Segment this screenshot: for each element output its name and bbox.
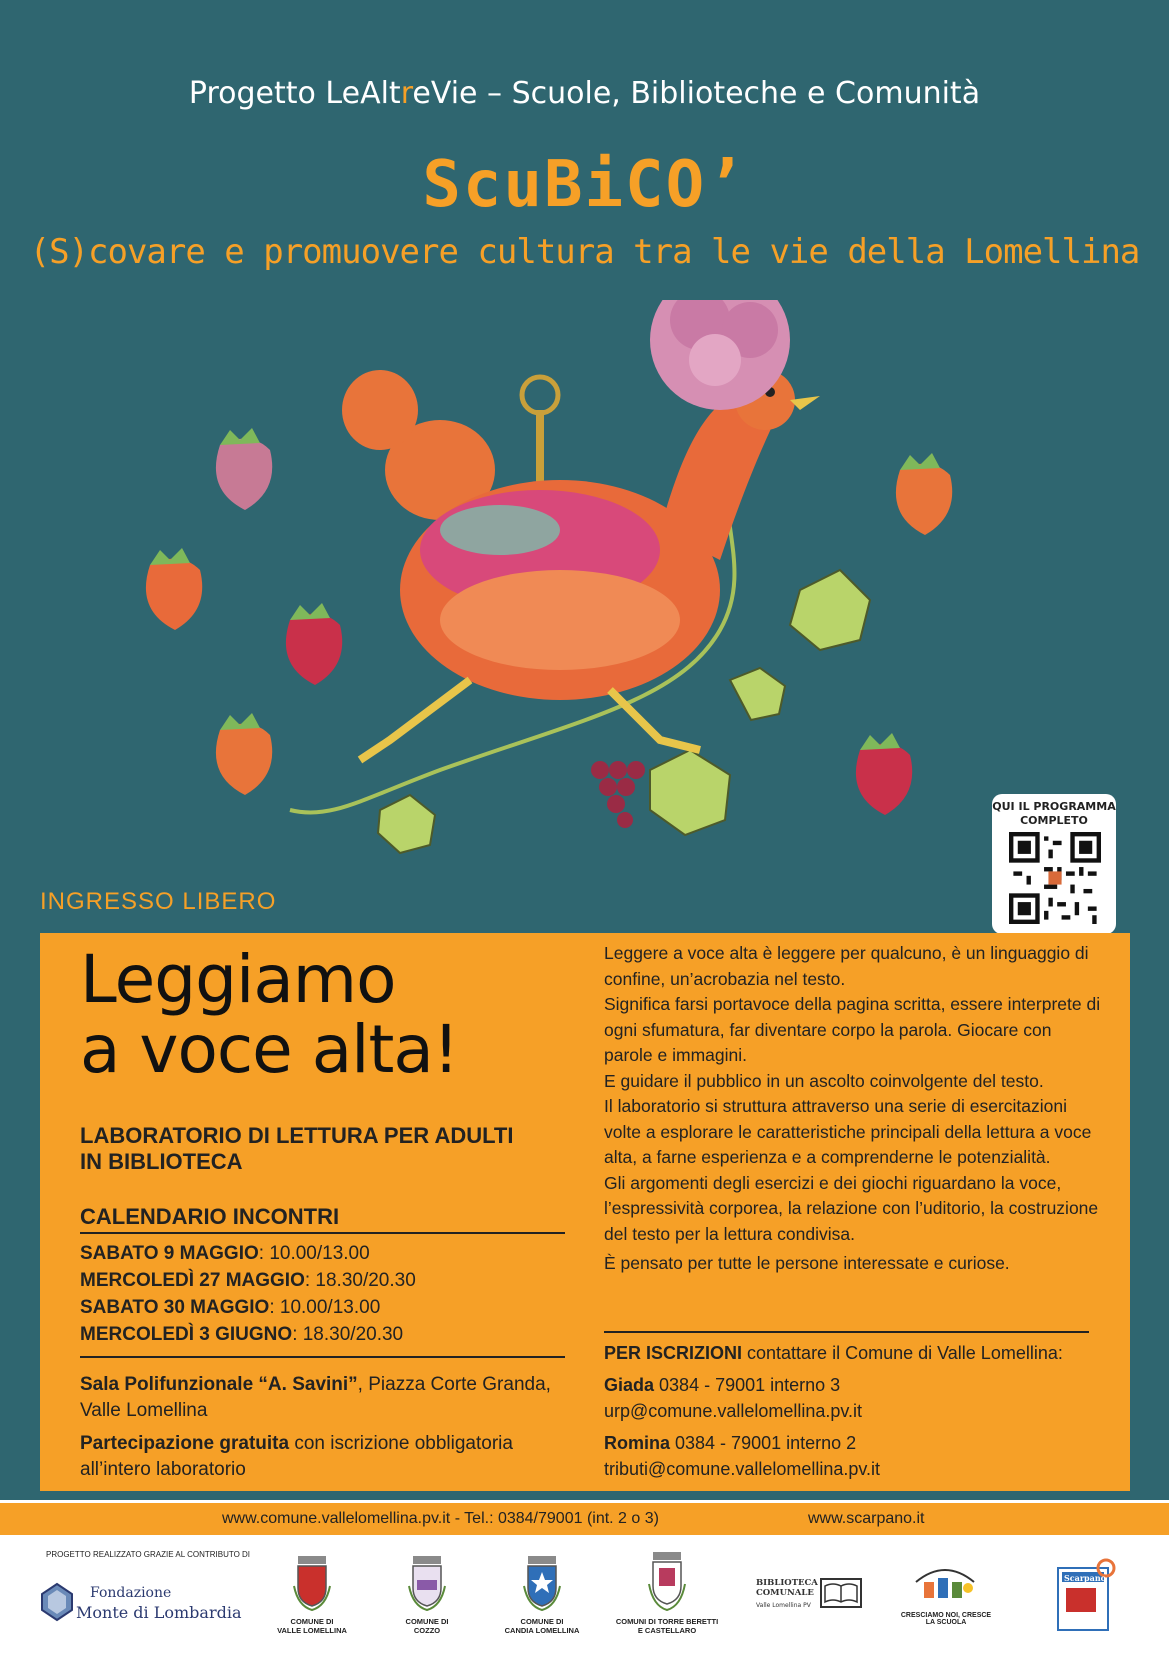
scarpano-logo-icon [1056, 1558, 1116, 1632]
calendar-item: MERCOLEDÌ 27 MAGGIO: 18.30/20.30 [80, 1270, 416, 1291]
library-caption: Valle Lomellina PV [756, 1602, 811, 1609]
email-link[interactable]: urp@comune.vallelomellina.pv.it [604, 1401, 863, 1421]
comune-caption: COMUNE DI CANDIA LOMELLINA [504, 1617, 580, 1635]
foundation-name: Monte di Lombardia [76, 1603, 242, 1622]
divider [604, 1331, 1089, 1333]
crest-icon [407, 1556, 447, 1612]
qr-code[interactable] [1009, 832, 1101, 924]
scarpano-label: Scarpano [1064, 1573, 1106, 1583]
venue-info: Sala Polifunzionale “A. Savini”, Piazza Corte Granda, Valle Lomellina [80, 1374, 551, 1421]
free-entry-label: INGRESSO LIBERO [40, 888, 277, 915]
comune-caption: COMUNI DI TORRE BERETTI E CASTELLARO [615, 1617, 719, 1635]
library-logo: BIBLIOTECA COMUNALE [756, 1578, 818, 1598]
registration-info: PER ISCRIZIONI contattare il Comune di Valle Lomellina: Giada 0384 - 79001 interno 3 urp@comune.vallelomellina.pv.it Romina 0384 - 79001 interno 2 tributi@comune.vallelomellina.pv.it [604, 1340, 1104, 1482]
qr-label: QUI IL PROGRAMMA COMPLETO [992, 800, 1116, 827]
foundation-logo-icon [40, 1582, 74, 1622]
comune-caption: COMUNE DI VALLE LOMELLINA [277, 1617, 347, 1635]
calendar-item: SABATO 9 MAGGIO: 10.00/13.00 [80, 1243, 370, 1264]
website-link[interactable]: www.scarpano.it [808, 1510, 925, 1527]
divider [80, 1356, 565, 1358]
school-motto: CRESCIAMO NOI, CRESCE LA SCUOLA [900, 1612, 992, 1626]
event-headline: Leggiamo a voce alta! [80, 941, 459, 1088]
sponsor-caption: PROGETTO REALIZZATO GRAZIE AL CONTRIBUTO DI [46, 1550, 251, 1559]
hen-illustration [140, 300, 1040, 920]
event-description: Leggere a voce alta è leggere per qualcuno, è un linguaggio di confine, un’acrobazia nel testo. Significa farsi portavoce della pagina scritta, essere interprete di ogni sfumatura, far diventare corpo la parola. Giocare con parole e immagini. E guidare il pubblico in un ascolto coinvolgente del testo. Il laboratorio si struttura attraverso una serie di esercitazioni volte a esplorare le caratteristiche principali della lettura a voce alta, a farne esperienza e a comprenderne le potenzialità. Gli argomenti degli esercizi e dei giochi riguardano la voce, l’espressività corporea, la relazione con l’uditorio, la costruzione del testo per la lettura condivisa. È pensato per tutte le persone interessate e curiose. [604, 943, 1101, 1273]
calendar-list [80, 1240, 416, 1348]
project-subtitle: Progetto LeAltreVie – Scuole, Biblioteche e Comunità [188, 76, 981, 111]
book-icon [820, 1578, 862, 1608]
event-subtitle: LABORATORIO DI LETTURA PER ADULTI IN BIBLIOTECA [80, 1123, 514, 1174]
calendar-item: SABATO 30 MAGGIO: 10.00/13.00 [80, 1297, 381, 1318]
page-title: ScuBiCO’ [422, 148, 747, 222]
comune-caption: COMUNE DI COZZO [405, 1617, 449, 1635]
foundation-name: Fondazione [90, 1585, 172, 1601]
calendar-title: CALENDARIO INCONTRI [80, 1204, 340, 1229]
crest-icon [522, 1556, 562, 1612]
tagline: (S)covare e promuovere cultura tra le vie della Lomellina [29, 232, 1140, 272]
crest-icon [647, 1552, 687, 1612]
divider [80, 1232, 565, 1234]
website-link[interactable]: www.comune.vallelomellina.pv.it - Tel.: 0384/79001 (int. 2 o 3) [222, 1510, 659, 1527]
calendar-item: MERCOLEDÌ 3 GIUGNO: 18.30/20.30 [80, 1324, 404, 1345]
crest-icon [292, 1556, 332, 1612]
email-link[interactable]: tributi@comune.vallelomellina.pv.it [604, 1459, 881, 1479]
school-logo-icon [910, 1562, 980, 1606]
qr-panel [992, 794, 1116, 934]
participation-info: Partecipazione gratuita con iscrizione obbligatoria all’intero laboratorio [80, 1433, 513, 1480]
